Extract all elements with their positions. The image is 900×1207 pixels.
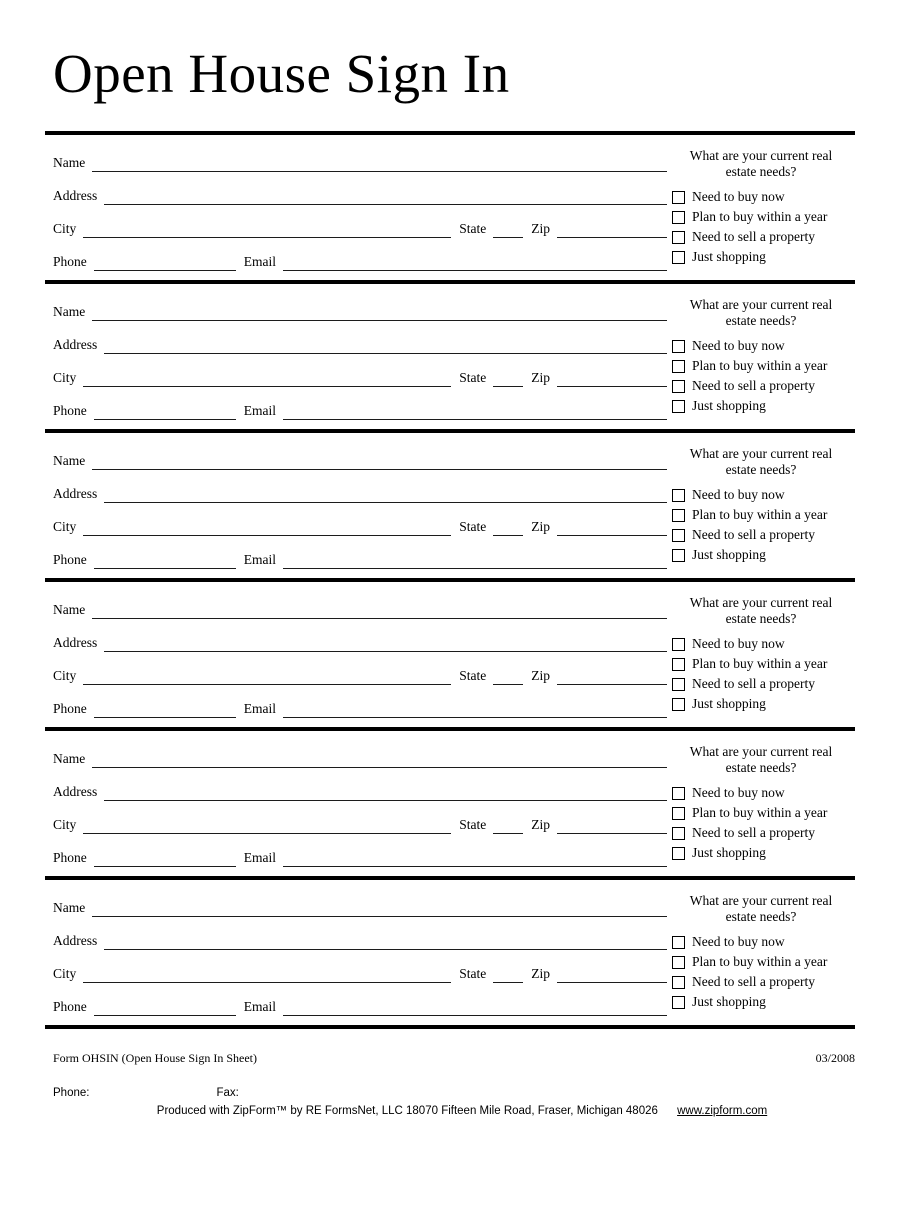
- address-label: Address: [53, 635, 98, 651]
- phone-label: Phone: [53, 701, 87, 717]
- phone-email-row: [45, 834, 667, 867]
- checkbox-icon[interactable]: [672, 360, 685, 373]
- contact-fields: [45, 284, 667, 429]
- form-id: Form OHSIN (Open House Sign In Sheet): [53, 1051, 257, 1066]
- option-plan-to-buy-within-a-year[interactable]: [672, 505, 855, 525]
- sign-in-entry: [45, 131, 855, 280]
- state-label: State: [459, 370, 487, 386]
- sign-in-entries: [45, 131, 855, 1029]
- state-input-line[interactable]: [493, 980, 523, 983]
- address-row: [45, 917, 667, 950]
- zip-label: Zip: [531, 370, 550, 386]
- option-just-shopping[interactable]: [672, 694, 855, 714]
- checkbox-label: Just shopping: [692, 397, 766, 413]
- footer-fax-label: Fax:: [216, 1087, 239, 1100]
- city-label: City: [53, 966, 77, 982]
- checkbox-icon[interactable]: [672, 847, 685, 860]
- checkbox-label: Need to sell a property: [692, 824, 815, 840]
- needs-heading: What are your current real estate needs?: [689, 446, 833, 478]
- checkbox-icon[interactable]: [672, 956, 685, 969]
- name-row: [45, 586, 667, 619]
- address-row: [45, 321, 667, 354]
- checkbox-label: Just shopping: [692, 546, 766, 562]
- state-input-line[interactable]: [493, 235, 523, 238]
- checkbox-icon[interactable]: [672, 231, 685, 244]
- city-state-zip-row: [45, 652, 667, 685]
- needs-heading: What are your current real estate needs?: [689, 297, 833, 329]
- phone-input-line[interactable]: [94, 1013, 236, 1016]
- zip-input-line[interactable]: [557, 682, 667, 685]
- email-label: Email: [243, 552, 276, 568]
- checkbox-label: Need to buy now: [692, 486, 785, 502]
- address-label: Address: [53, 933, 98, 949]
- option-need-to-buy-now[interactable]: [672, 932, 855, 952]
- checkbox-label: Need to sell a property: [692, 675, 815, 691]
- option-just-shopping[interactable]: [672, 396, 855, 416]
- name-input-line[interactable]: [92, 914, 667, 917]
- address-label: Address: [53, 784, 98, 800]
- checkbox-icon[interactable]: [672, 191, 685, 204]
- name-input-line[interactable]: [92, 318, 667, 321]
- needs-options: [667, 783, 855, 863]
- city-input-line[interactable]: [83, 533, 451, 536]
- option-need-to-buy-now[interactable]: [672, 634, 855, 654]
- email-label: Email: [243, 403, 276, 419]
- name-row: [45, 884, 667, 917]
- needs-section: [667, 433, 855, 578]
- checkbox-label: Need to sell a property: [692, 973, 815, 989]
- phone-input-line[interactable]: [94, 864, 236, 867]
- needs-heading: What are your current real estate needs?: [689, 744, 833, 776]
- phone-input-line[interactable]: [94, 268, 236, 271]
- name-input-line[interactable]: [92, 616, 667, 619]
- option-need-to-sell-a-property[interactable]: [672, 525, 855, 545]
- city-input-line[interactable]: [83, 384, 451, 387]
- sign-in-entry: [45, 578, 855, 727]
- footer-produced-by-row: [57, 1105, 867, 1117]
- contact-fields: [45, 135, 667, 280]
- checkbox-icon[interactable]: [672, 787, 685, 800]
- zip-input-line[interactable]: [557, 831, 667, 834]
- contact-fields: [45, 433, 667, 578]
- checkbox-label: Just shopping: [692, 844, 766, 860]
- email-input-line[interactable]: [283, 1013, 667, 1016]
- produced-by-text: Produced with ZipForm™ by RE FormsNet, LLC 18070 Fifteen Mile Road, Fraser, Michigan 48026: [156, 1105, 658, 1118]
- name-label: Name: [53, 602, 86, 618]
- phone-label: Phone: [53, 254, 87, 270]
- name-input-line[interactable]: [92, 765, 667, 768]
- checkbox-icon[interactable]: [672, 251, 685, 264]
- checkbox-icon[interactable]: [672, 638, 685, 651]
- needs-section: [667, 284, 855, 429]
- city-label: City: [53, 221, 77, 237]
- option-need-to-buy-now[interactable]: [672, 187, 855, 207]
- option-plan-to-buy-within-a-year[interactable]: [672, 654, 855, 674]
- address-row: [45, 470, 667, 503]
- checkbox-icon[interactable]: [672, 807, 685, 820]
- zip-label: Zip: [531, 519, 550, 535]
- checkbox-icon[interactable]: [672, 996, 685, 1009]
- phone-label: Phone: [53, 403, 87, 419]
- needs-options: [667, 932, 855, 1012]
- checkbox-label: Need to buy now: [692, 337, 785, 353]
- sign-in-entry: [45, 876, 855, 1025]
- zip-input-line[interactable]: [557, 384, 667, 387]
- city-state-zip-row: [45, 354, 667, 387]
- needs-options: [667, 187, 855, 267]
- name-label: Name: [53, 751, 86, 767]
- phone-email-row: [45, 387, 667, 420]
- state-label: State: [459, 221, 487, 237]
- state-label: State: [459, 966, 487, 982]
- zip-input-line[interactable]: [557, 533, 667, 536]
- email-input-line[interactable]: [283, 566, 667, 569]
- checkbox-icon[interactable]: [672, 529, 685, 542]
- name-input-line[interactable]: [92, 169, 667, 172]
- revision-date: 03/2008: [815, 1051, 855, 1066]
- name-row: [45, 437, 667, 470]
- city-state-zip-row: [45, 950, 667, 983]
- sign-in-entry: [45, 429, 855, 578]
- open-house-sign-in-sheet: [0, 42, 900, 1207]
- name-row: [45, 735, 667, 768]
- address-label: Address: [53, 188, 98, 204]
- page-footer: [45, 1051, 855, 1117]
- city-input-line[interactable]: [83, 831, 451, 834]
- zip-label: Zip: [531, 668, 550, 684]
- checkbox-label: Need to sell a property: [692, 526, 815, 542]
- checkbox-label: Plan to buy within a year: [692, 357, 828, 373]
- checkbox-label: Just shopping: [692, 695, 766, 711]
- zipform-link[interactable]: www.zipform.com: [677, 1105, 768, 1118]
- option-just-shopping[interactable]: [672, 247, 855, 267]
- zip-label: Zip: [531, 221, 550, 237]
- option-plan-to-buy-within-a-year[interactable]: [672, 207, 855, 227]
- contact-fields: [45, 731, 667, 876]
- checkbox-label: Plan to buy within a year: [692, 506, 828, 522]
- checkbox-label: Need to sell a property: [692, 377, 815, 393]
- phone-label: Phone: [53, 552, 87, 568]
- city-label: City: [53, 817, 77, 833]
- checkbox-icon[interactable]: [672, 549, 685, 562]
- option-just-shopping[interactable]: [672, 545, 855, 565]
- phone-label: Phone: [53, 999, 87, 1015]
- phone-label: Phone: [53, 850, 87, 866]
- needs-options: [667, 485, 855, 565]
- city-state-zip-row: [45, 801, 667, 834]
- option-need-to-buy-now[interactable]: [672, 783, 855, 803]
- phone-input-line[interactable]: [94, 417, 236, 420]
- name-input-line[interactable]: [92, 467, 667, 470]
- option-need-to-sell-a-property[interactable]: [672, 227, 855, 247]
- needs-section: [667, 582, 855, 727]
- contact-fields: [45, 582, 667, 727]
- email-label: Email: [243, 850, 276, 866]
- name-row: [45, 288, 667, 321]
- option-plan-to-buy-within-a-year[interactable]: [672, 356, 855, 376]
- state-input-line[interactable]: [493, 384, 523, 387]
- name-label: Name: [53, 900, 86, 916]
- zip-label: Zip: [531, 966, 550, 982]
- checkbox-icon[interactable]: [672, 380, 685, 393]
- name-row: [45, 139, 667, 172]
- state-label: State: [459, 817, 487, 833]
- checkbox-icon[interactable]: [672, 678, 685, 691]
- email-input-line[interactable]: [283, 417, 667, 420]
- option-just-shopping[interactable]: [672, 843, 855, 863]
- checkbox-label: Need to buy now: [692, 188, 785, 204]
- footer-form-id-row: [45, 1051, 855, 1066]
- address-row: [45, 172, 667, 205]
- city-state-zip-row: [45, 205, 667, 238]
- sign-in-entry: [45, 727, 855, 876]
- option-need-to-buy-now[interactable]: [672, 336, 855, 356]
- checkbox-label: Just shopping: [692, 248, 766, 264]
- address-input-line[interactable]: [104, 500, 667, 503]
- option-need-to-buy-now[interactable]: [672, 485, 855, 505]
- option-need-to-sell-a-property[interactable]: [672, 376, 855, 396]
- address-input-line[interactable]: [104, 202, 667, 205]
- phone-email-row: [45, 536, 667, 569]
- checkbox-label: Plan to buy within a year: [692, 804, 828, 820]
- checkbox-icon[interactable]: [672, 698, 685, 711]
- city-label: City: [53, 668, 77, 684]
- city-input-line[interactable]: [83, 682, 451, 685]
- name-label: Name: [53, 155, 86, 171]
- footer-phone-fax-row: [45, 1087, 855, 1099]
- phone-email-row: [45, 238, 667, 271]
- phone-input-line[interactable]: [94, 566, 236, 569]
- checkbox-icon[interactable]: [672, 340, 685, 353]
- checkbox-icon[interactable]: [672, 827, 685, 840]
- needs-section: [667, 880, 855, 1025]
- address-label: Address: [53, 486, 98, 502]
- city-label: City: [53, 370, 77, 386]
- option-need-to-sell-a-property[interactable]: [672, 972, 855, 992]
- checkbox-label: Just shopping: [692, 993, 766, 1009]
- footer-phone-label: Phone:: [53, 1087, 90, 1100]
- address-label: Address: [53, 337, 98, 353]
- checkbox-icon[interactable]: [672, 976, 685, 989]
- email-label: Email: [243, 999, 276, 1015]
- checkbox-label: Need to buy now: [692, 784, 785, 800]
- sign-in-entry: [45, 280, 855, 429]
- checkbox-icon[interactable]: [672, 509, 685, 522]
- needs-section: [667, 731, 855, 876]
- needs-options: [667, 336, 855, 416]
- needs-options: [667, 634, 855, 714]
- state-label: State: [459, 668, 487, 684]
- city-label: City: [53, 519, 77, 535]
- email-label: Email: [243, 254, 276, 270]
- option-just-shopping[interactable]: [672, 992, 855, 1012]
- option-need-to-sell-a-property[interactable]: [672, 674, 855, 694]
- address-row: [45, 768, 667, 801]
- needs-heading: What are your current real estate needs?: [689, 595, 833, 627]
- email-input-line[interactable]: [283, 268, 667, 271]
- checkbox-icon[interactable]: [672, 936, 685, 949]
- address-input-line[interactable]: [104, 351, 667, 354]
- checkbox-label: Need to buy now: [692, 933, 785, 949]
- option-plan-to-buy-within-a-year[interactable]: [672, 803, 855, 823]
- email-label: Email: [243, 701, 276, 717]
- name-label: Name: [53, 453, 86, 469]
- checkbox-label: Need to buy now: [692, 635, 785, 651]
- zip-label: Zip: [531, 817, 550, 833]
- phone-email-row: [45, 983, 667, 1016]
- name-label: Name: [53, 304, 86, 320]
- checkbox-label: Plan to buy within a year: [692, 953, 828, 969]
- state-label: State: [459, 519, 487, 535]
- state-input-line[interactable]: [493, 831, 523, 834]
- checkbox-label: Need to sell a property: [692, 228, 815, 244]
- email-input-line[interactable]: [283, 864, 667, 867]
- zip-input-line[interactable]: [557, 235, 667, 238]
- phone-email-row: [45, 685, 667, 718]
- checkbox-icon[interactable]: [672, 400, 685, 413]
- checkbox-label: Plan to buy within a year: [692, 655, 828, 671]
- needs-heading: What are your current real estate needs?: [689, 893, 833, 925]
- email-input-line[interactable]: [283, 715, 667, 718]
- city-input-line[interactable]: [83, 235, 451, 238]
- option-plan-to-buy-within-a-year[interactable]: [672, 952, 855, 972]
- checkbox-icon[interactable]: [672, 658, 685, 671]
- checkbox-icon[interactable]: [672, 489, 685, 502]
- address-input-line[interactable]: [104, 798, 667, 801]
- contact-fields: [45, 880, 667, 1025]
- city-input-line[interactable]: [83, 980, 451, 983]
- zip-input-line[interactable]: [557, 980, 667, 983]
- checkbox-icon[interactable]: [672, 211, 685, 224]
- address-input-line[interactable]: [104, 947, 667, 950]
- address-row: [45, 619, 667, 652]
- state-input-line[interactable]: [493, 533, 523, 536]
- phone-input-line[interactable]: [94, 715, 236, 718]
- page-title: Open House Sign In: [53, 43, 510, 104]
- checkbox-label: Plan to buy within a year: [692, 208, 828, 224]
- address-input-line[interactable]: [104, 649, 667, 652]
- state-input-line[interactable]: [493, 682, 523, 685]
- city-state-zip-row: [45, 503, 667, 536]
- needs-heading: What are your current real estate needs?: [689, 148, 833, 180]
- option-need-to-sell-a-property[interactable]: [672, 823, 855, 843]
- needs-section: [667, 135, 855, 280]
